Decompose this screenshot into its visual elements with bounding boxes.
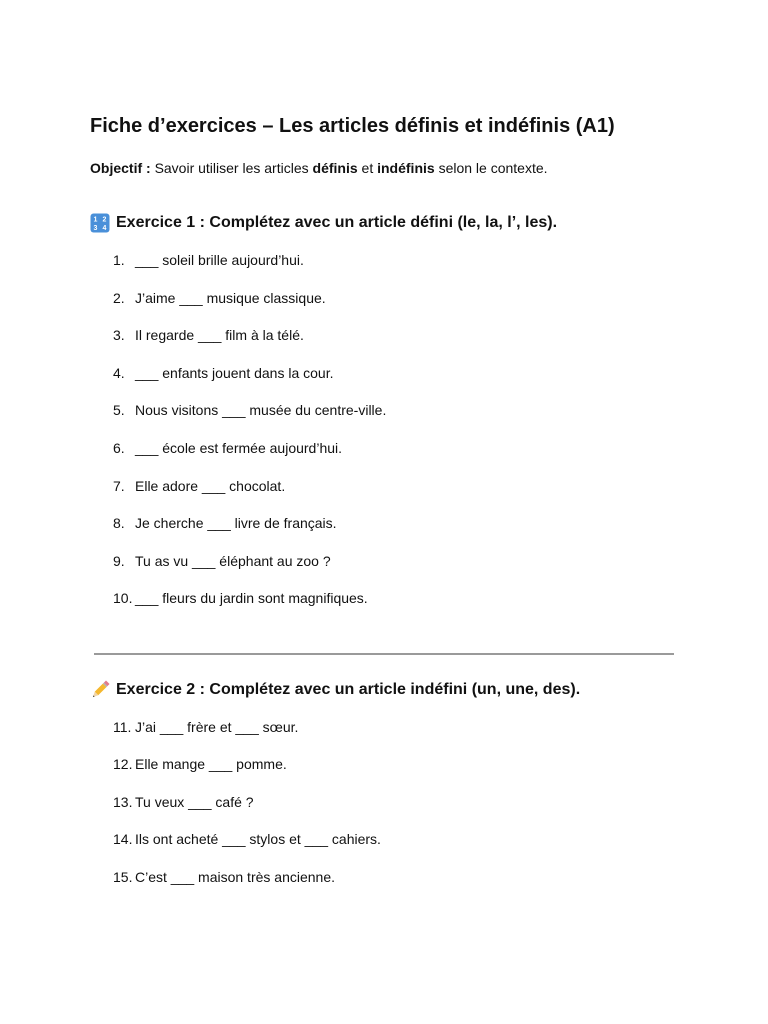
item-text: ___ soleil brille aujourd’hui.: [135, 252, 304, 268]
item-number: 12.: [113, 756, 133, 773]
objective-text-1: Savoir utiliser les articles: [154, 160, 309, 176]
svg-text:4: 4: [102, 225, 107, 232]
objective-bold-indefinis: indéfinis: [377, 160, 435, 176]
item-number: 5.: [113, 402, 125, 419]
list-item: [113, 718, 381, 755]
item-number: 4.: [113, 364, 125, 381]
list-item: [113, 401, 386, 439]
item-number: 1.: [113, 252, 125, 268]
exercise-2-heading: [90, 680, 580, 700]
item-number: 15.: [113, 868, 133, 885]
list-item: [113, 477, 386, 515]
list-item: [113, 439, 386, 477]
item-number: 13.: [113, 793, 133, 810]
list-item: [113, 364, 386, 402]
objective-bold-definis: définis: [312, 160, 358, 176]
item-text: Je cherche ___ livre de français.: [135, 515, 337, 532]
exercise-1-list: [113, 251, 386, 627]
item-number: 10.: [113, 590, 133, 607]
list-item: [113, 868, 381, 905]
item-text: Ils ont acheté ___ stylos et ___ cahiers.: [135, 831, 381, 848]
exercise-1-heading: [90, 213, 557, 233]
item-number: 6.: [113, 439, 125, 456]
item-text: ___ enfants jouent dans la cour.: [135, 364, 334, 381]
item-number: 14.: [113, 831, 133, 848]
list-item: [113, 251, 386, 289]
exercise-2-list: [113, 718, 381, 905]
item-text: ___ école est fermée aujourd’hui.: [135, 439, 343, 456]
item-text: C’est ___ maison très ancienne.: [135, 868, 335, 885]
list-item: [113, 552, 386, 590]
svg-text:3: 3: [93, 225, 98, 232]
objective-text-2: et: [361, 160, 374, 176]
item-number: 9.: [113, 552, 125, 569]
item-number: 3.: [113, 327, 125, 344]
list-item: [113, 289, 386, 327]
objective-label: Objectif :: [90, 160, 151, 176]
item-text: ___ fleurs du jardin sont magnifiques.: [135, 590, 368, 607]
list-item: [113, 514, 386, 552]
page-title: Fiche d’exercices – Les articles définis et indéfinis (A1): [90, 115, 615, 137]
objective-text-3: selon le contexte.: [438, 160, 548, 176]
input-numbers-icon: [90, 213, 110, 233]
objective-line: [90, 160, 548, 176]
item-text: Tu veux ___ café ?: [135, 793, 254, 810]
exercise-2-title: Exercice 2 : Complétez avec un article indéfini (un, une, des).: [116, 681, 581, 698]
item-text: Tu as vu ___ éléphant au zoo ?: [135, 552, 331, 569]
svg-text:2: 2: [102, 216, 107, 224]
list-item: [113, 793, 381, 830]
list-item: [113, 830, 381, 867]
item-text: J’ai ___ frère et ___ sœur.: [135, 719, 299, 735]
item-text: Il regarde ___ film à la télé.: [135, 327, 304, 344]
item-text: J’aime ___ musique classique.: [135, 289, 326, 306]
section-divider: [94, 653, 674, 655]
exercise-1-title: Exercice 1 : Complétez avec un article défini (le, la, l’, les).: [116, 214, 558, 231]
item-number: 2.: [113, 289, 125, 306]
item-number: 11.: [113, 719, 132, 735]
list-item: [113, 589, 386, 627]
svg-text:1: 1: [93, 216, 98, 224]
item-number: 7.: [113, 477, 125, 494]
item-number: 8.: [113, 515, 125, 532]
list-item: [113, 755, 381, 792]
pencil-icon: [90, 680, 110, 700]
item-text: Elle adore ___ chocolat.: [135, 477, 286, 494]
list-item: [113, 326, 386, 364]
item-text: Elle mange ___ pomme.: [135, 756, 287, 773]
item-text: Nous visitons ___ musée du centre-ville.: [135, 402, 387, 419]
